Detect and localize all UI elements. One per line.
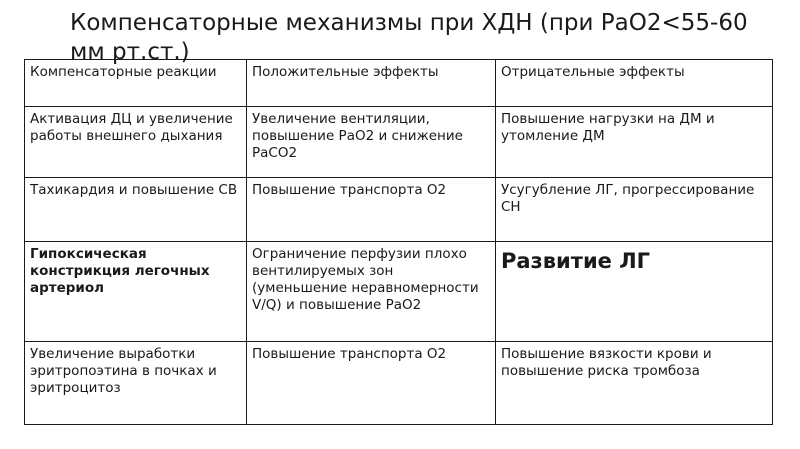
table-row (25, 342, 773, 425)
compensatory-mechanisms-table (24, 59, 773, 425)
positive-effect-cell: Повышение транспорта О2 (247, 342, 496, 425)
reaction-cell: Гипоксическая констрикция легочных артериол (25, 242, 247, 342)
positive-effect-cell: Ограничение перфузии плохо вентилируемых зон (уменьшение неравномерности V/Q) и повышение РаО2 (247, 242, 496, 342)
table-row (25, 178, 773, 242)
negative-effect-emphasis: Развитие ЛГ (501, 249, 651, 273)
positive-effect-cell: Увеличение вентиляции, повышение РаО2 и снижение РаСО2 (247, 107, 496, 178)
reaction-cell: Активация ДЦ и увеличение работы внешнего дыхания (25, 107, 247, 178)
header-positive-effects: Положительные эффекты (247, 60, 496, 107)
header-negative-effects: Отрицательные эффекты (496, 60, 773, 107)
positive-effect-cell: Повышение транспорта О2 (247, 178, 496, 242)
table-row (25, 242, 773, 342)
header-reactions: Компенсаторные реакции (25, 60, 247, 107)
reaction-cell: Увеличение выработки эритропоэтина в почках и эритроцитоз (25, 342, 247, 425)
negative-effect-cell: Повышение нагрузки на ДМ и утомление ДМ (496, 107, 773, 178)
table-row (25, 107, 773, 178)
table-header-row (25, 60, 773, 107)
negative-effect-cell (496, 242, 773, 342)
negative-effect-cell: Повышение вязкости крови и повышение риска тромбоза (496, 342, 773, 425)
slide-title: Компенсаторные механизмы при ХДН (при РаО2<55-60 мм рт.ст.) (70, 10, 748, 65)
reaction-cell: Тахикардия и повышение СВ (25, 178, 247, 242)
negative-effect-cell: Усугубление ЛГ, прогрессирование СН (496, 178, 773, 242)
